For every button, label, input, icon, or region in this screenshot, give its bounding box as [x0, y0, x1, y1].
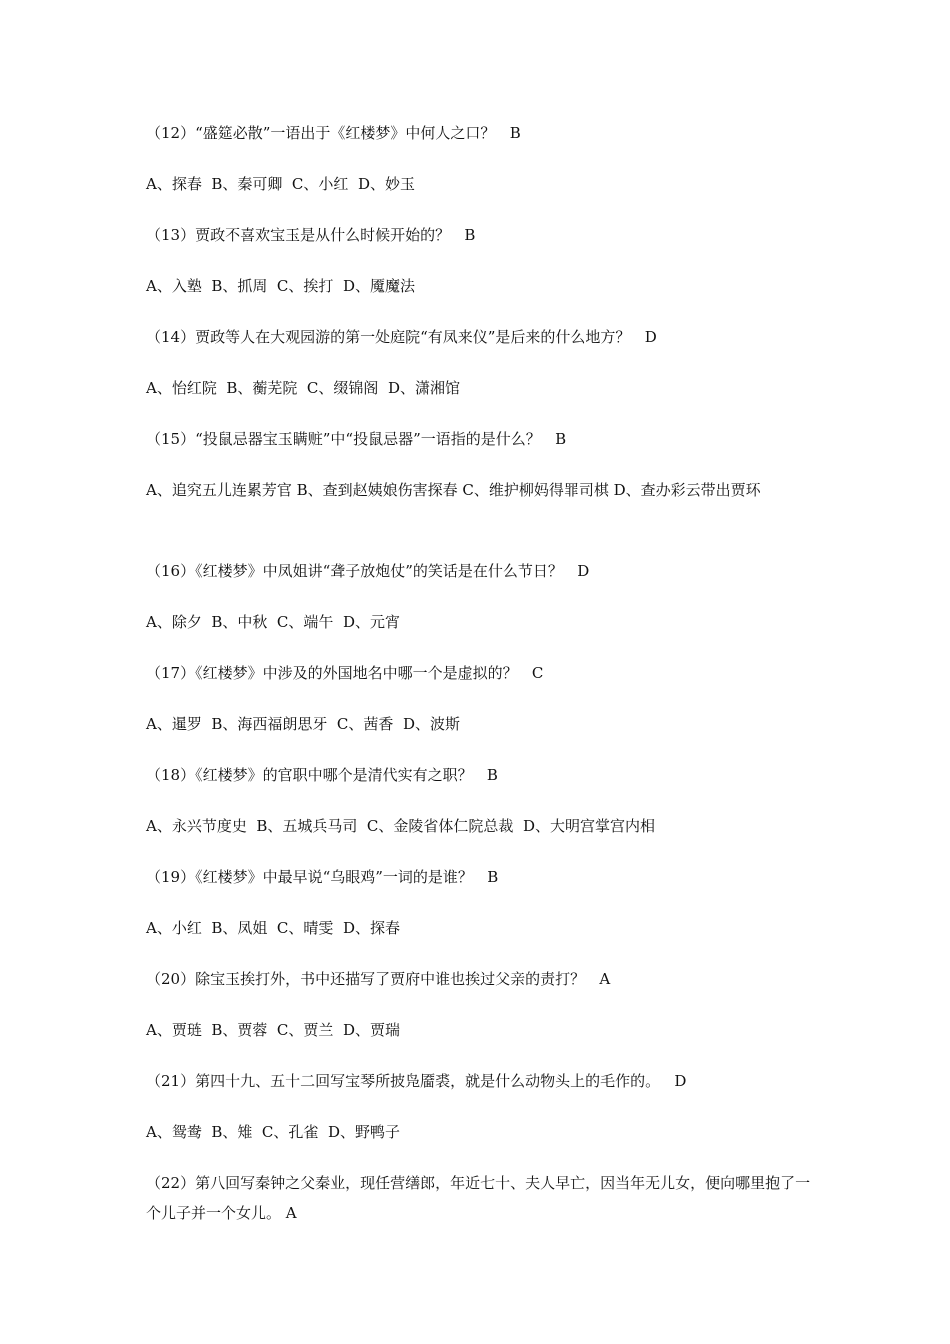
options-14: A、怡红院 B、蘅芜院 C、缀锦阁 D、潇湘馆: [146, 379, 460, 397]
question-14: （14）贾政等人在大观园游的第一处庭院“有凤来仪”是后来的什么地方？ D: [146, 328, 657, 346]
question-12: （12）“盛筵必散”一语出于《红楼梦》中何人之口？ B: [146, 124, 521, 142]
options-21: A、鸳鸯 B、雉 C、孔雀 D、野鸭子: [146, 1123, 400, 1141]
question-19: （19）《红楼梦》中最早说“乌眼鸡”一词的是谁？ B: [146, 868, 499, 886]
options-17: A、暹罗 B、海西福朗思牙 C、茜香 D、波斯: [146, 715, 460, 733]
question-21: （21）第四十九、五十二回写宝琴所披凫靥裘，就是什么动物头上的毛作的。 D: [146, 1072, 687, 1090]
options-15: A、追究五儿连累芳官 B、查到赵姨娘伤害探春 C、维护柳妈得罪司棋 D、查办彩云带出贾环: [146, 481, 761, 499]
options-20: A、贾琏 B、贾蓉 C、贾兰 D、贾瑞: [146, 1021, 400, 1039]
question-22: （22）第八回写秦钟之父秦业，现任营缮郎，年近七十、夫人早亡，因当年无儿女，便向哪里抱了一个儿子并一个女儿。 A: [146, 1174, 811, 1222]
question-18: （18）《红楼梦》的官职中哪个是清代实有之职？ B: [146, 766, 498, 784]
question-17: （17）《红楼梦》中涉及的外国地名中哪一个是虚拟的？ C: [146, 664, 544, 682]
options-16: A、除夕 B、中秋 C、端午 D、元宵: [146, 613, 400, 631]
question-16: （16）《红楼梦》中凤姐讲“聋子放炮仗”的笑话是在什么节日？ D: [146, 562, 590, 580]
options-12: A、探春 B、秦可卿 C、小红 D、妙玉: [146, 175, 415, 193]
question-15: （15）“投鼠忌器宝玉瞒赃”中“投鼠忌器”一语指的是什么？ B: [146, 430, 567, 448]
question-13: （13）贾政不喜欢宝玉是从什么时候开始的？ B: [146, 226, 476, 244]
options-19: A、小红 B、凤姐 C、晴雯 D、探春: [146, 919, 400, 937]
options-18: A、永兴节度史 B、五城兵马司 C、金陵省体仁院总裁 D、大明宫掌宫内相: [146, 817, 655, 835]
options-13: A、入塾 B、抓周 C、挨打 D、魇魔法: [146, 277, 415, 295]
question-20: （20）除宝玉挨打外，书中还描写了贾府中谁也挨过父亲的责打？ A: [146, 970, 611, 988]
